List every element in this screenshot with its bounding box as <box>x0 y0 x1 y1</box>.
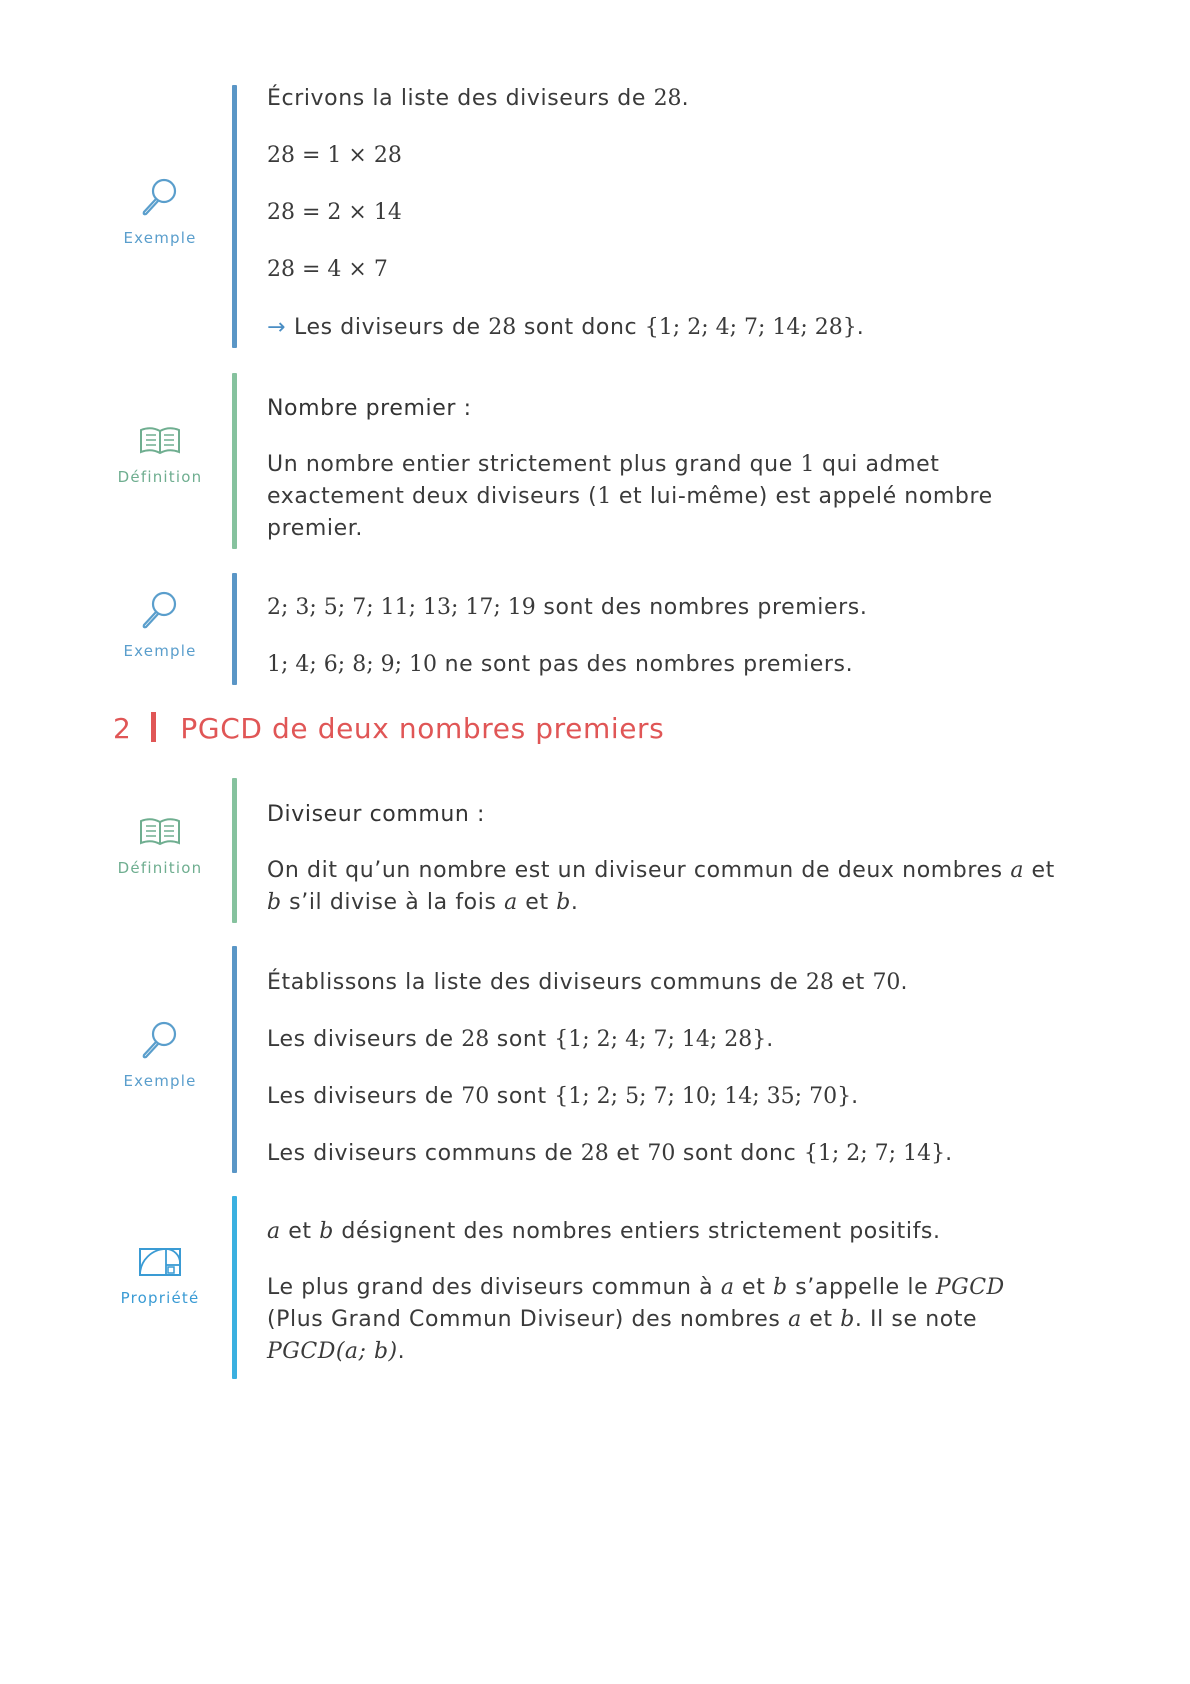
open-book-icon <box>137 813 183 849</box>
property-sidebar <box>100 1247 220 1307</box>
section-separator <box>151 712 156 742</box>
common-divisors: Les diviseurs communs de 28 et 70 sont donc {1; 2; 7; 14}. <box>267 1141 953 1166</box>
section-heading <box>113 712 664 745</box>
example-conclusion: → Les diviseurs de 28 sont donc {1; 2; 4; 7; 14; 28}. <box>267 315 865 340</box>
definition-title: Nombre premier : <box>267 396 472 421</box>
primes-list: 2; 3; 5; 7; 11; 13; 17; 19 sont des nombres premiers. <box>267 595 868 620</box>
definition-title: Diviseur commun : <box>267 802 486 827</box>
example-sidebar <box>100 175 220 247</box>
magnifier-icon <box>138 175 182 219</box>
example-sidebar <box>100 1018 220 1090</box>
open-book-icon <box>137 422 183 458</box>
section-title: PGCD de deux nombres premiers <box>180 712 665 745</box>
property-bar <box>232 1196 237 1379</box>
non-primes-list: 1; 4; 6; 8; 9; 10 ne sont pas des nombres premiers. <box>267 652 854 677</box>
definition-label: Définition <box>117 468 203 486</box>
arrow-right-icon: → <box>267 315 287 340</box>
equation-1: 28 = 1 × 28 <box>267 143 402 168</box>
example-intro: Établissons la liste des diviseurs communs de 28 et 70. <box>267 970 909 995</box>
example-label: Exemple <box>123 229 197 247</box>
golden-ratio-icon <box>138 1247 182 1279</box>
example-bar <box>232 573 237 685</box>
property-label: Propriété <box>120 1289 200 1307</box>
property-statement: a et b désignent des nombres entiers strictement positifs. <box>267 1219 941 1244</box>
example-bar <box>232 946 237 1173</box>
definition-sidebar <box>100 422 220 486</box>
section-number: 2 <box>113 712 132 745</box>
example-label: Exemple <box>123 1072 197 1090</box>
equation-3: 28 = 4 × 7 <box>267 257 388 282</box>
property-text: Le plus grand des diviseurs commun à a et b s’appelle le PGCD (Plus Grand Commun Diviseur) des nombres a et b. Il se note PGCD(a; b). <box>267 1275 1005 1364</box>
definition-text: Un nombre entier strictement plus grand que 1 qui admet exactement deux diviseurs (1 et lui-même) est appelé nombre premier. <box>267 452 993 541</box>
definition-text: On dit qu’un nombre est un diviseur commun de deux nombres a et b s’il divise à la fois a et b. <box>267 858 1055 915</box>
example-intro: Écrivons la liste des diviseurs de 28. <box>267 86 690 111</box>
divisors-28: Les diviseurs de 28 sont {1; 2; 4; 7; 14; 28}. <box>267 1027 774 1052</box>
definition-label: Définition <box>117 859 203 877</box>
magnifier-icon <box>138 588 182 632</box>
definition-bar <box>232 778 237 923</box>
example-bar <box>232 85 237 348</box>
divisors-70: Les diviseurs de 70 sont {1; 2; 5; 7; 10; 14; 35; 70}. <box>267 1084 859 1109</box>
magnifier-icon <box>138 1018 182 1062</box>
example-sidebar <box>100 588 220 660</box>
definition-sidebar <box>100 813 220 877</box>
example-label: Exemple <box>123 642 197 660</box>
equation-2: 28 = 2 × 14 <box>267 200 402 225</box>
definition-bar <box>232 373 237 549</box>
